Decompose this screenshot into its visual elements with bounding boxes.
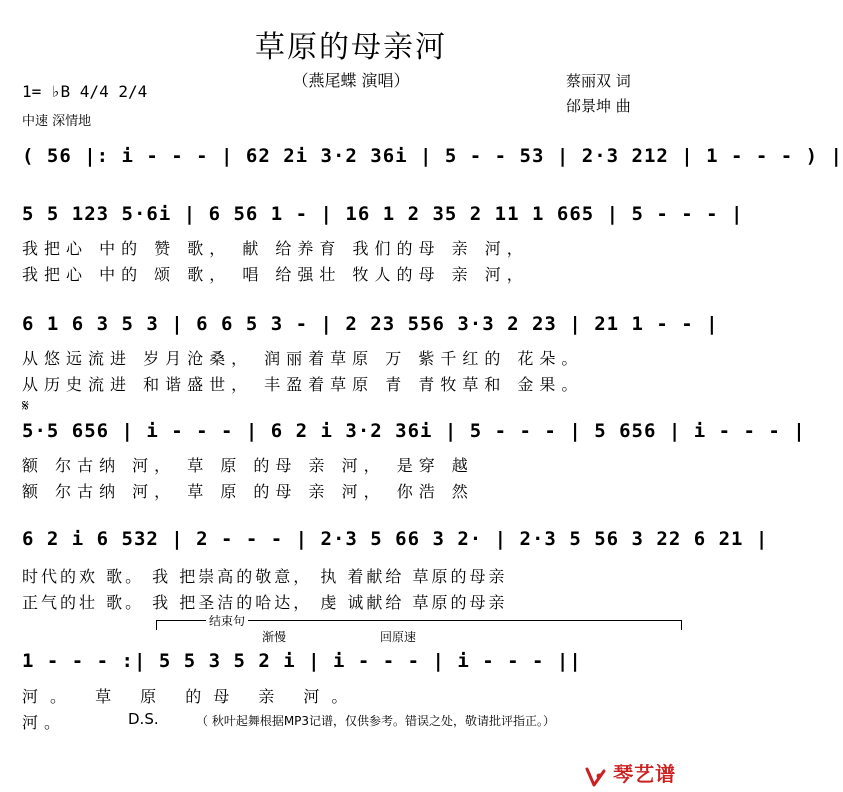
lyric-row-4b: 额 尔古纳 河， 草 原 的母 亲 河， 你浩 然 — [22, 482, 474, 501]
tempo-marking: 中速 深情地 — [22, 114, 92, 129]
music-row-3: 6 1 6 3 5 3 | 6 6 5 3 - | 2 23 556 3·3 2 23 | 21 1 - - | — [22, 313, 719, 335]
lyric-row-3b: 从历史流进 和谐盛世， 丰盈着草原 青 青牧草和 金果。 — [22, 375, 584, 394]
lyric-row-2a: 我把心 中的 赞 歌， 献 给养育 我们的母 亲 河， — [22, 239, 529, 258]
ending-bracket-right — [681, 620, 682, 630]
singer-credit: （燕尾蝶 演唱） — [292, 71, 410, 90]
segno-sign: 𝄋 — [22, 396, 29, 415]
logo-text: 琴艺谱 — [613, 762, 677, 786]
lyric-row-5b: 正气的壮 歌。 我 把圣洁的哈达， 虔 诚献给 草原的母亲 — [22, 593, 508, 612]
music-row-6: 1 - - - :| 5 5 3 5 2 i | i - - - | i - - - || — [22, 650, 582, 672]
ending-label: 结束句 — [206, 612, 248, 629]
lyric-row-5a: 时代的欢 歌。 我 把崇高的敬意， 执 着献给 草原的母亲 — [22, 567, 508, 586]
music-row-5: 6 2 i 6 532 | 2 - - - | 2·3 5 66 3 2· | 2·3 5 56 3 22 6 21 | — [22, 528, 769, 550]
resume-tempo-label: 回原速 — [380, 630, 417, 644]
page-title: 草原的母亲河 — [255, 30, 447, 65]
music-row-2: 5 5 123 5·6i | 6 56 1 - | 16 1 2 35 2 11 1 665 | 5 - - - | — [22, 203, 744, 225]
music-row-4: 5·5 656 | i - - - | 6 2 i 3·2 36i | 5 - - - | 5 656 | i - - - | — [22, 420, 806, 442]
music-row-1: ( 56 |: i - - - | 62 2i 3·2 36i | 5 - - 53 | 2·3 212 | 1 - - - ) | — [22, 145, 843, 167]
slowing-label: 渐慢 — [262, 630, 287, 644]
ds-marking: D.S. — [128, 710, 159, 728]
ending-bracket-left — [156, 620, 157, 630]
logo-mark-icon — [584, 765, 608, 789]
lyric-row-4a: 额 尔古纳 河， 草 原 的母 亲 河， 是穿 越 — [22, 456, 474, 475]
site-logo — [584, 758, 676, 789]
lyric-row-6a: 河。 草 原 的母 亲 河。 — [22, 687, 360, 706]
key-signature: 1= ♭B 4/4 2/4 — [22, 82, 148, 101]
composer-credit: 邰景坤 曲 — [566, 97, 631, 115]
lyric-row-3a: 从悠远流进 岁月沧桑， 润丽着草原 万 紫千红的 花朵。 — [22, 349, 584, 368]
lyric-row-2b: 我把心 中的 颂 歌， 唱 给强壮 牧人的母 亲 河， — [22, 265, 529, 284]
transcription-note: （ 秋叶起舞根据MP3记谱，仅供参考。错误之处，敬请批评指正。） — [196, 714, 556, 728]
lyric-row-6b: 河。 — [22, 713, 67, 732]
lyricist-credit: 蔡丽双 词 — [566, 72, 631, 90]
